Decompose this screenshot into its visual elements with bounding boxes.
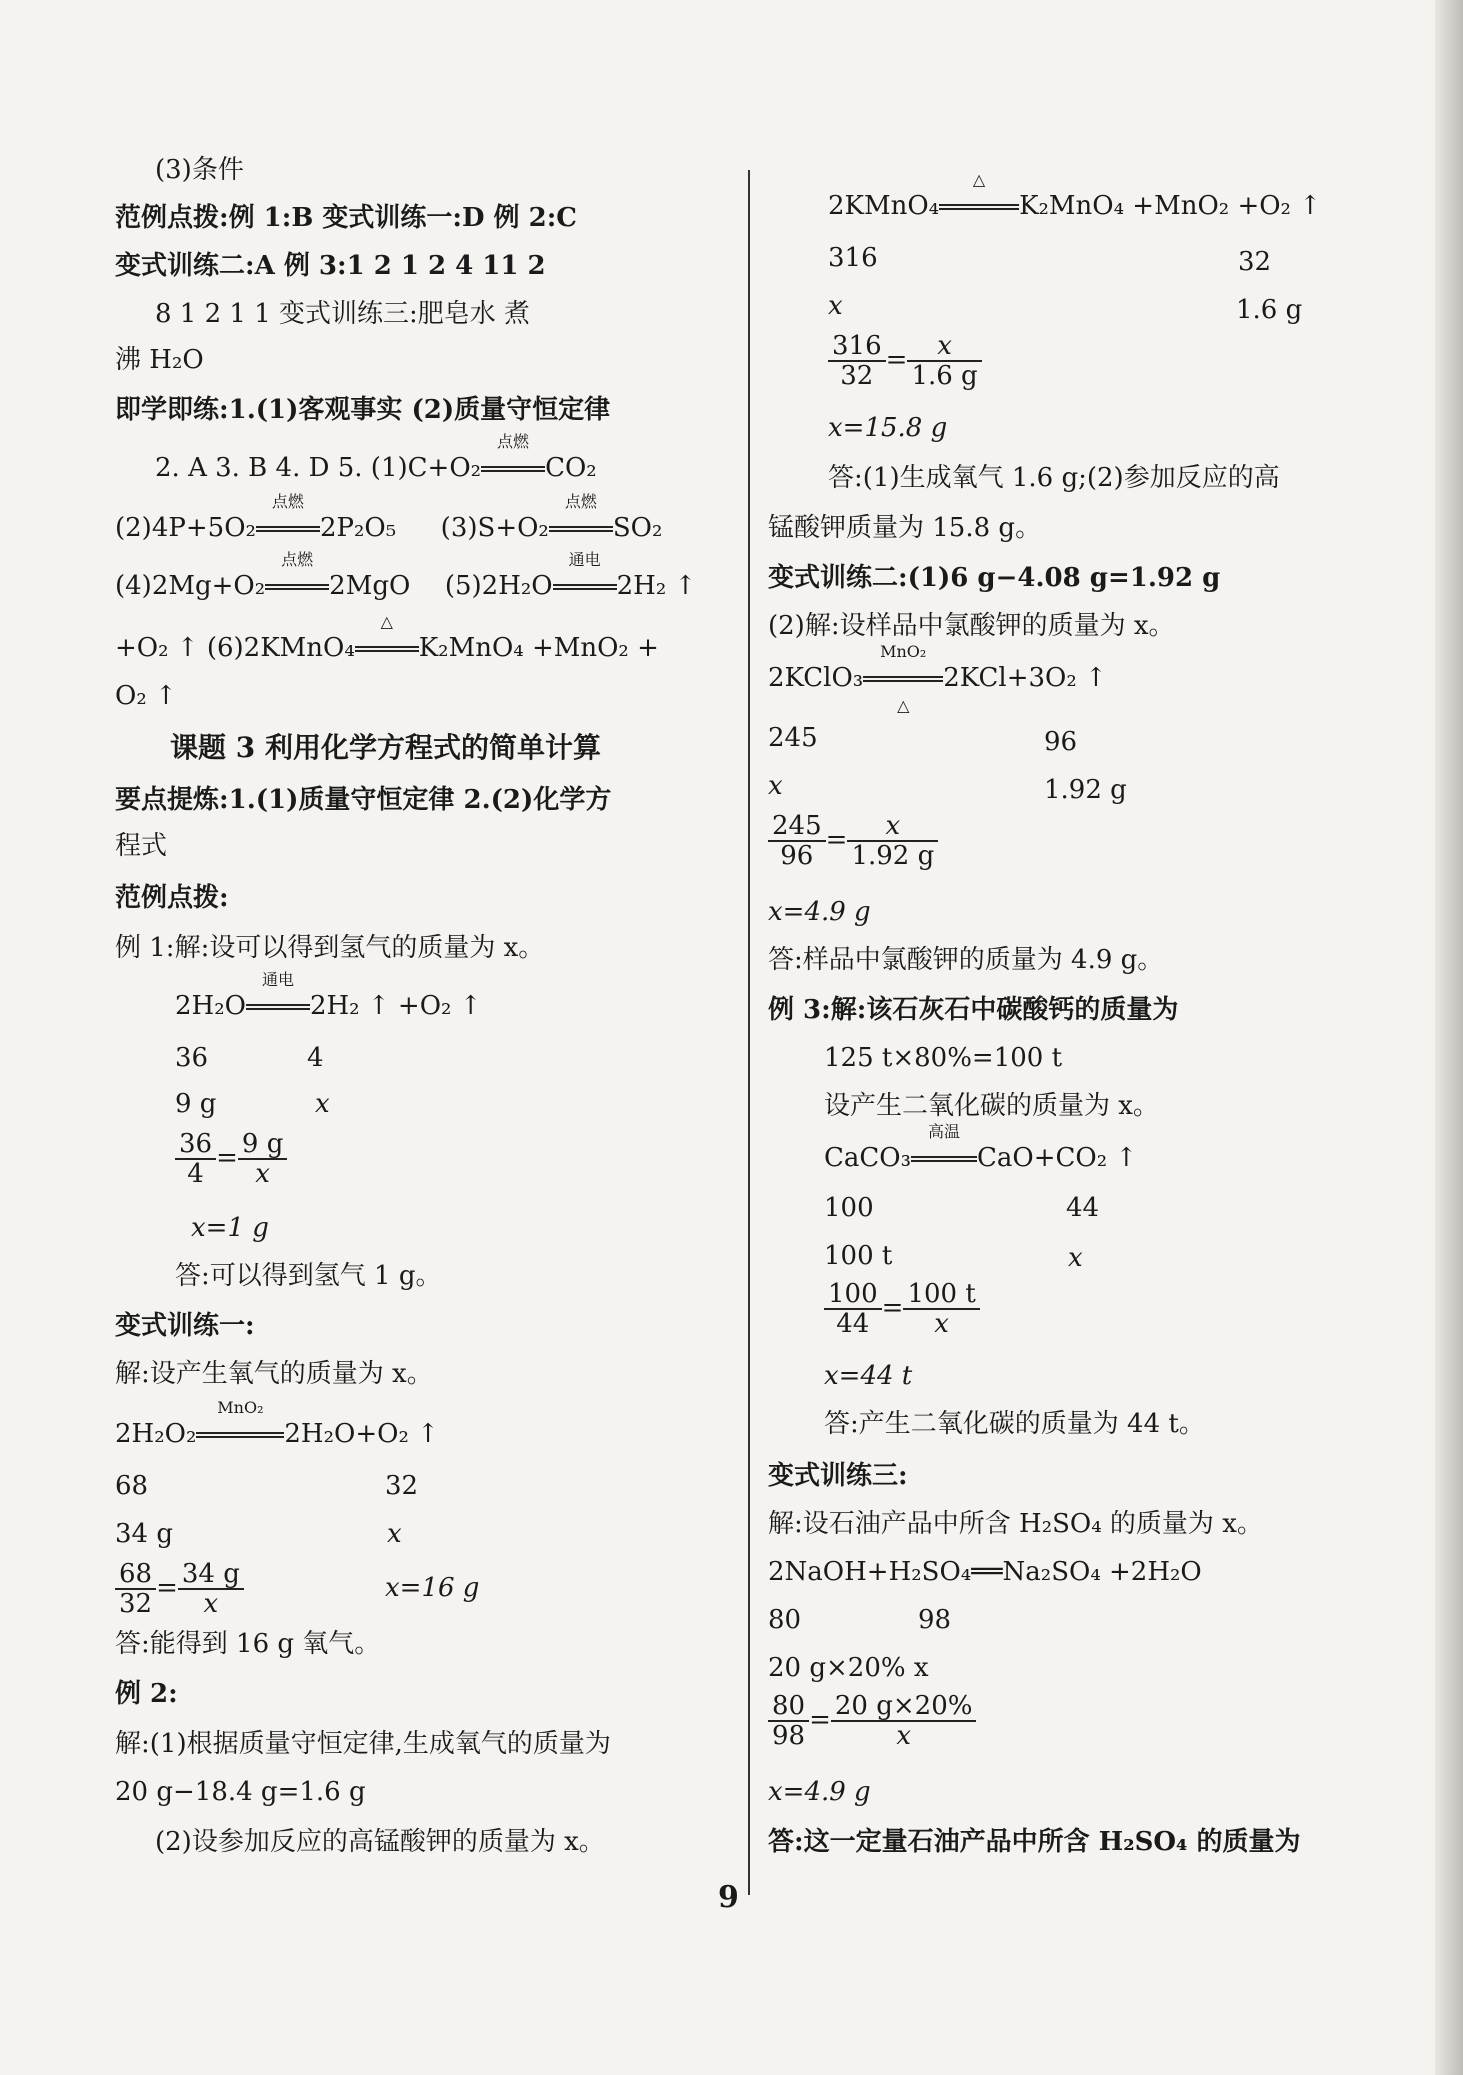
equation-line xyxy=(115,612,659,666)
equation-line xyxy=(115,492,663,546)
proportion: $\frac{68}{32}$ = $\frac{34 g}{x}$ xyxy=(115,1560,244,1618)
text-line: 程式 xyxy=(115,831,168,861)
equation-reactants: 2. A 3. B 4. D 5. (1)C+O₂ xyxy=(155,453,482,483)
reaction-condition: △ xyxy=(380,612,393,631)
fraction-numerator: 20 g×20% xyxy=(831,1692,977,1722)
result-line: x=15.8 g xyxy=(828,413,948,443)
equation-products: 2P₂O₅ xyxy=(319,513,397,543)
result-line: x=4.9 g xyxy=(768,1777,871,1807)
fraction-denominator: x xyxy=(255,1159,270,1189)
proportion: $\frac{36}{4}$ = $\frac{9 g}{x}$ xyxy=(175,1130,287,1188)
reaction-condition: 高温 xyxy=(928,1122,961,1141)
result-line: x=4.9 g xyxy=(768,897,871,927)
equation-products: 2H₂ ↑ xyxy=(616,571,697,601)
ratio-value: 316 xyxy=(828,243,878,273)
reaction-condition: 点燃 xyxy=(564,492,597,511)
fraction-denominator: 4 xyxy=(187,1159,204,1189)
ratio-value: 100 t xyxy=(824,1241,893,1271)
ratio-value: 4 xyxy=(307,1043,324,1073)
ratio-value: 34 g xyxy=(115,1519,173,1549)
text-line: 即学即练:1.(1)客观事实 (2)质量守恒定律 xyxy=(115,395,611,425)
text-line: 要点提炼:1.(1)质量守恒定律 2.(2)化学方 xyxy=(115,785,612,815)
fraction-denominator: 1.6 g xyxy=(911,361,978,391)
equation-products: 2KCl+3O₂ ↑ xyxy=(943,663,1107,693)
equation-line xyxy=(175,970,482,1024)
ratio-value: 80 xyxy=(768,1605,802,1635)
equation-products: CO₂ xyxy=(545,453,597,483)
fraction-denominator: 32 xyxy=(119,1589,153,1619)
equation-products: CaO+CO₂ ↑ xyxy=(977,1143,1138,1173)
reaction-condition: △ xyxy=(972,170,986,189)
ratio-value: 245 xyxy=(768,723,818,753)
answer-line: 锰酸钾质量为 15.8 g。 xyxy=(768,513,1042,543)
ratio-value: 1.92 g xyxy=(1044,775,1127,805)
fraction-numerator: 9 g xyxy=(238,1130,287,1160)
section-title: 课题 3 利用化学方程式的简单计算 xyxy=(170,731,601,764)
ratio-value: 20 g×20% x xyxy=(768,1653,929,1683)
reaction-condition: 点燃 xyxy=(271,492,304,511)
reaction-condition: 通电 xyxy=(568,550,601,569)
equation-reactants: +O₂ ↑ (6)2KMnO₄ xyxy=(115,633,355,663)
ratio-value: 32 xyxy=(1238,247,1272,277)
text-line: 设产生二氧化碳的质量为 x。 xyxy=(824,1091,1159,1121)
equation-reactants: 2KClO₃ xyxy=(768,663,864,693)
equation-reactants: CaCO₃ xyxy=(824,1143,912,1173)
fraction-numerator: x xyxy=(847,812,938,842)
text-line: 125 t×80%=100 t xyxy=(824,1043,1063,1073)
text-line: 解:(1)根据质量守恒定律,生成氧气的质量为 xyxy=(115,1729,611,1759)
text-line: 8 1 2 1 1 变式训练三:肥皂水 煮 xyxy=(155,299,531,329)
text-line: 变式训练三: xyxy=(768,1461,908,1491)
equation-reactants: (2)4P+5O₂ xyxy=(115,513,256,543)
fraction-denominator: 1.92 g xyxy=(851,841,935,871)
ratio-value: x xyxy=(315,1089,330,1119)
equation-line: 2NaOH+H₂SO₄══Na₂SO₄ +2H₂O xyxy=(768,1557,1202,1587)
equation-products: 2H₂ ↑ +O₂ ↑ xyxy=(309,991,482,1021)
equation-reactants: (5)2H₂O xyxy=(444,571,553,601)
ratio-value: x xyxy=(1068,1243,1083,1273)
text-line: 变式训练二:A 例 3:1 2 1 2 4 11 2 xyxy=(115,251,546,281)
text-line: 变式训练一: xyxy=(115,1311,255,1341)
text-line: (2)设参加反应的高锰酸钾的质量为 x。 xyxy=(155,1827,605,1857)
ratio-value: 9 g xyxy=(175,1089,217,1119)
fraction-numerator: x xyxy=(907,332,981,362)
fraction-numerator: 100 xyxy=(824,1280,882,1310)
fraction-numerator: 316 xyxy=(828,332,886,362)
fraction-numerator: 68 xyxy=(115,1560,156,1590)
ratio-value: x xyxy=(387,1519,402,1549)
text-line: 范例点拨: xyxy=(115,883,229,913)
fraction-denominator: 32 xyxy=(840,361,874,391)
answer-line: 答:产生二氧化碳的质量为 44 t。 xyxy=(824,1409,1205,1439)
text-line: 例 3:解:该石灰石中碳酸钙的质量为 xyxy=(768,995,1179,1025)
answer-line: 答:可以得到氢气 1 g。 xyxy=(175,1261,442,1291)
ratio-value: x xyxy=(828,291,843,321)
fraction-denominator: 98 xyxy=(772,1721,806,1751)
equation-line xyxy=(115,550,697,604)
text-line: 变式训练二:(1)6 g−4.08 g=1.92 g xyxy=(768,563,1221,593)
page-number: 9 xyxy=(718,1880,739,1915)
result-line: x=1 g xyxy=(191,1213,269,1243)
text-line: 范例点拨:例 1:B 变式训练一:D 例 2:C xyxy=(115,203,577,233)
text-line: (2)解:设样品中氯酸钾的质量为 x。 xyxy=(768,611,1175,641)
reaction-condition: MnO₂ xyxy=(880,642,927,661)
equation-line xyxy=(155,432,597,486)
equation-reactants: (3)S+O₂ xyxy=(440,513,549,543)
text-line: (3)条件 xyxy=(155,155,244,185)
text-line: O₂ ↑ xyxy=(115,681,177,711)
ratio-value: 32 xyxy=(385,1471,419,1501)
ratio-value: 68 xyxy=(115,1471,149,1501)
ratio-value: x xyxy=(768,771,783,801)
fraction-denominator: x xyxy=(896,1721,912,1751)
proportion: $\frac{316}{32}$ = $\frac{x}{1.6 g}$ xyxy=(828,332,982,390)
text-line: 沸 H₂O xyxy=(115,345,204,375)
fraction-denominator: 44 xyxy=(836,1309,870,1339)
result-line: x=44 t xyxy=(824,1361,913,1391)
reaction-condition: △ xyxy=(897,696,910,715)
fraction-numerator: 100 t xyxy=(903,1280,979,1310)
equation-products: 2MgO xyxy=(329,571,411,601)
equation-products: K₂MnO₄ +MnO₂ +O₂ ↑ xyxy=(1019,191,1322,221)
answer-line: 答:能得到 16 g 氧气。 xyxy=(115,1629,381,1659)
text-line: 解:设产生氧气的质量为 x。 xyxy=(115,1359,433,1389)
reaction-condition: 点燃 xyxy=(281,550,314,569)
ratio-value: 44 xyxy=(1066,1193,1100,1223)
text-line: 20 g−18.4 g=1.6 g xyxy=(115,1777,366,1807)
equation-reactants: (4)2Mg+O₂ xyxy=(115,571,266,601)
equation-reactants: 2H₂O xyxy=(175,991,246,1021)
ratio-value: 100 xyxy=(824,1193,874,1223)
reaction-condition: 点燃 xyxy=(497,432,530,451)
scan-edge-shadow xyxy=(1435,0,1463,2075)
answer-line: 答:(1)生成氧气 1.6 g;(2)参加反应的高 xyxy=(828,463,1280,493)
fraction-numerator: 34 g xyxy=(178,1560,244,1590)
column-divider xyxy=(748,170,750,1895)
fraction-numerator: 80 xyxy=(768,1692,809,1722)
text-line: 例 2: xyxy=(115,1679,178,1709)
text-line: 例 1:解:设可以得到氢气的质量为 x。 xyxy=(115,933,545,963)
equation-products: SO₂ xyxy=(612,513,663,543)
proportion: $\frac{245}{96}$ = $\frac{x}{1.92 g}$ xyxy=(768,812,938,870)
equation-line xyxy=(115,1398,439,1452)
equation-products: K₂MnO₄ +MnO₂ + xyxy=(418,633,659,663)
result-line: x=16 g xyxy=(385,1573,480,1603)
fraction-numerator: 245 xyxy=(768,812,826,842)
equation-reactants: 2KMnO₄ xyxy=(828,191,940,221)
equation-line xyxy=(828,170,1322,224)
proportion: $\frac{80}{98}$ = $\frac{20 g\times 20\%}{x}$ xyxy=(768,1692,976,1750)
ratio-value: 1.6 g xyxy=(1236,295,1303,325)
fraction-denominator: 96 xyxy=(780,841,814,871)
fraction-denominator: x xyxy=(934,1309,949,1339)
ratio-value: 98 xyxy=(918,1605,952,1635)
answer-line: 答:样品中氯酸钾的质量为 4.9 g。 xyxy=(768,945,1164,975)
equation-reactants: 2H₂O₂ xyxy=(115,1419,197,1449)
text-line: 解:设石油产品中所含 H₂SO₄ 的质量为 x。 xyxy=(768,1509,1263,1539)
ratio-value: 96 xyxy=(1044,727,1078,757)
equation-line xyxy=(824,1122,1138,1176)
fraction-denominator: x xyxy=(203,1589,219,1619)
fraction-numerator: 36 xyxy=(175,1130,216,1160)
equation-products: 2H₂O+O₂ ↑ xyxy=(284,1419,439,1449)
ratio-value: 36 xyxy=(175,1043,209,1073)
reaction-condition: 通电 xyxy=(261,970,294,989)
proportion: $\frac{100}{44}$ = $\frac{100 t}{x}$ xyxy=(824,1280,980,1338)
equation-line xyxy=(768,642,1107,715)
reaction-condition: MnO₂ xyxy=(217,1398,264,1417)
answer-line: 答:这一定量石油产品中所含 H₂SO₄ 的质量为 xyxy=(768,1827,1301,1857)
